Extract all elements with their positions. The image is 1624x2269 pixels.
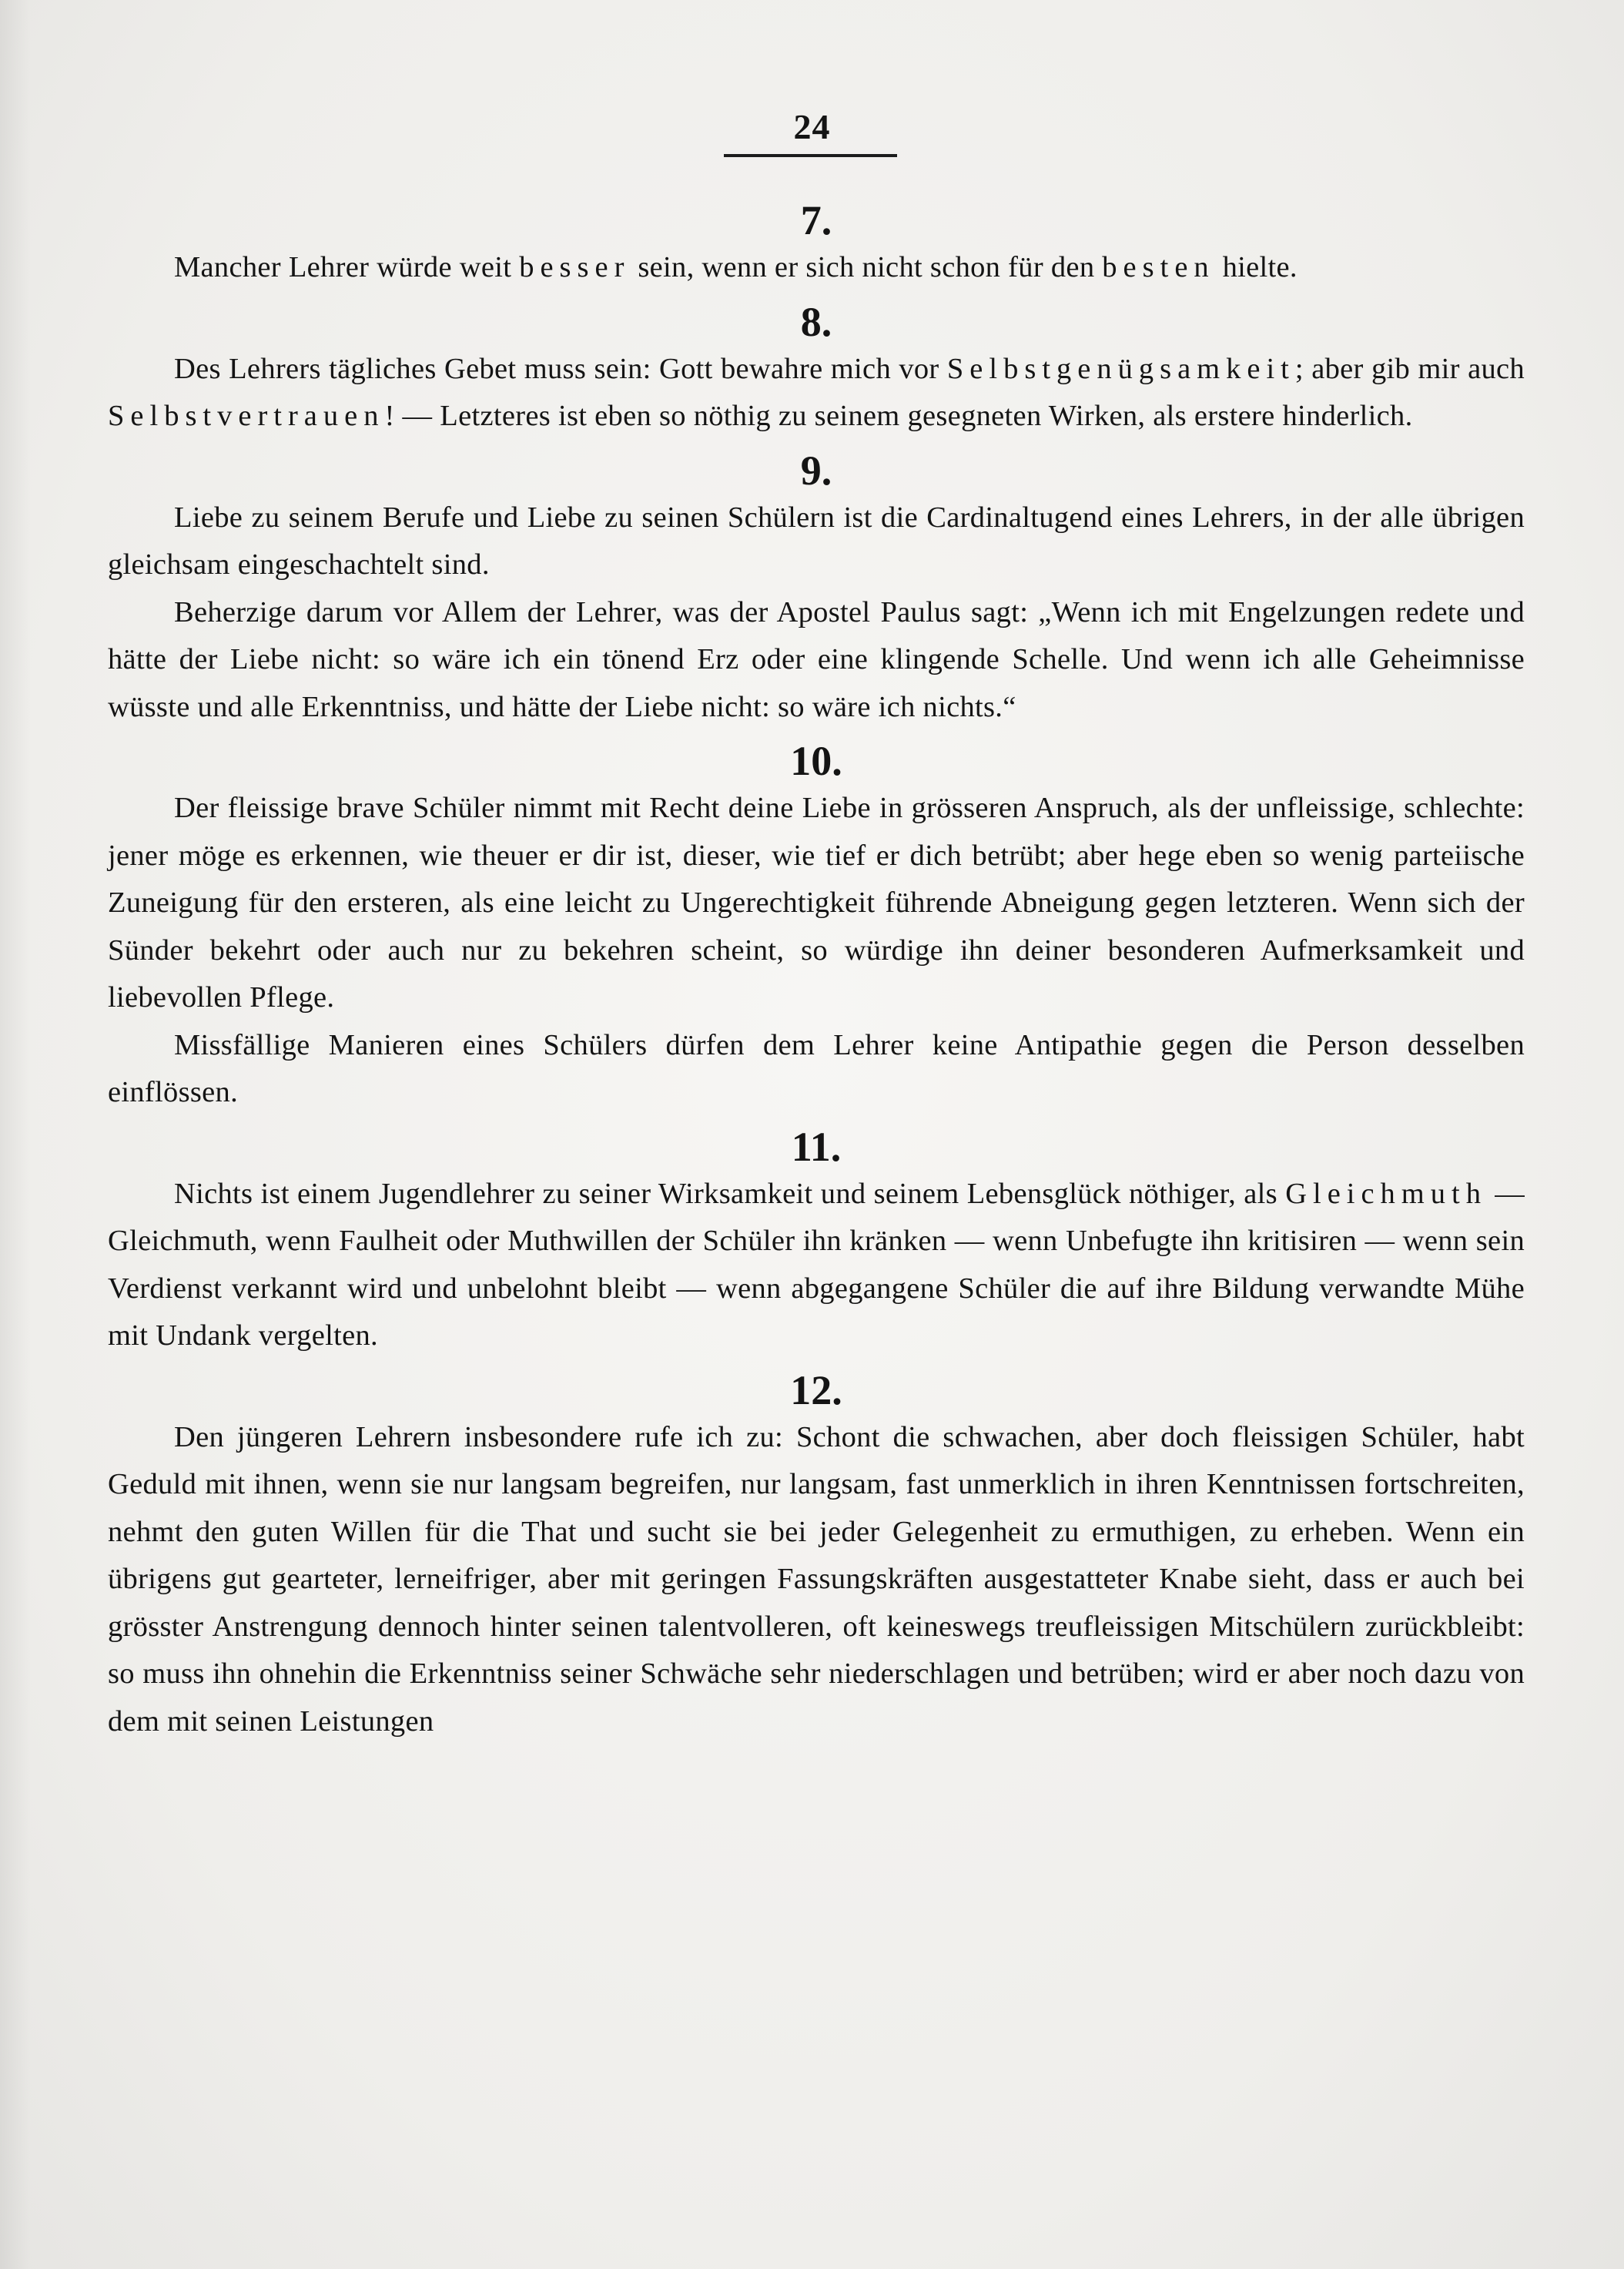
- page-number: 24: [793, 107, 831, 146]
- paragraph: Missfällige Manieren eines Schülers dürfen dem Lehrer keine Antipathie gegen die Person desselben einflössen.: [108, 1028, 1525, 1108]
- section-number: 12.: [790, 1366, 842, 1413]
- paragraph: Des Lehrers tägliches Gebet muss sein: Gott bewahre mich vor Selbstgenügsamkeit; aber gib mir auch Selbstvertrauen! — Letzteres ist eben so nöthig zu seinem gesegneten Wirken, als erstere hinderlich.: [108, 352, 1525, 432]
- section-number: 9.: [800, 447, 832, 494]
- section-number: 10.: [790, 738, 842, 784]
- section-number: 11.: [791, 1123, 842, 1170]
- spaced-emphasis: Gleichmuth: [1285, 1177, 1487, 1210]
- header-rule: [724, 154, 897, 157]
- spaced-emphasis: Selbstgenügsamkeit: [946, 352, 1295, 385]
- spaced-emphasis: besser: [519, 251, 631, 283]
- paragraph: Nichts ist einem Jugendlehrer zu seiner Wirksamkeit und seinem Lebensglück nöthiger, als Gleichmuth — Gleichmuth, wenn Faulheit oder Muthwillen der Schüler ihn kränken — wenn Unbefugte ihn kritisiren — wenn sein Verdienst verkannt wird und unbelohnt bleibt — wenn abgegangene Schüler die auf ihre Bildung verwandte Mühe mit Undank vergelten.: [108, 1177, 1525, 1352]
- paragraph: Mancher Lehrer würde weit besser sein, wenn er sich nicht schon für den besten hielte.: [174, 251, 1298, 283]
- section-number: 8.: [800, 298, 832, 345]
- paragraph: Liebe zu seinem Berufe und Liebe zu seinen Schülern ist die Cardinaltugend eines Lehrers, in der alle übrigen gleichsam eingeschachtelt sind.: [108, 501, 1525, 581]
- section-number: 7.: [800, 197, 832, 243]
- paragraph: Den jüngeren Lehrern insbesondere rufe ich zu: Schont die schwachen, aber doch fleissigen Schüler, habt Geduld mit ihnen, wenn sie nur langsam begreifen, nur langsam, fast unmerklich in ihren Kenntnissen fortschreiten, nehmt den guten Willen für die That und sucht sie bei jeder Gelegenheit zu ermuthigen, zu erheben. Wenn ein übrigens gut gearteter, lerneifriger, aber mit geringen Fassungskräften ausgestatteter Knabe sieht, dass er auch bei grösster Anstrengung dennoch hinter seinen talentvolleren, oft keineswegs treufleissigen Mitschülern zurückbleibt: so muss ihn ohnehin die Erkenntniss seiner Schwäche sehr niederschlagen und betrüben; wird er aber noch dazu von dem mit seinen Leistungen: [108, 1420, 1525, 1738]
- page-edge-shadow: [0, 0, 31, 2269]
- paragraph: Beherzige darum vor Allem der Lehrer, was der Apostel Paulus sagt: „Wenn ich mit Engelzungen redete und hätte der Liebe nicht: so wäre ich ein tönend Erz oder eine klingende Schelle. Und wenn ich alle Geheimnisse wüsste und alle Erkenntniss, und hätte der Liebe nicht: so wäre ich nichts.“: [108, 595, 1525, 723]
- paragraph: Der fleissige brave Schüler nimmt mit Recht deine Liebe in grösseren Anspruch, als der unfleissige, schlechte: jener möge es erkennen, wie theuer er dir ist, dieser, wie tief er dich betrübt; aber hege eben so wenig parteiische Zuneigung für den ersteren, als eine leicht zu Ungerechtigkeit führende Abneigung gegen letzteren. Wenn sich der Sünder bekehrt oder auch nur zu bekehren scheint, so würdige ihn deiner besonderen Aufmerksamkeit und liebevollen Pflege.: [108, 792, 1525, 1014]
- page-body: [108, 196, 1525, 1751]
- spaced-emphasis: besten: [1102, 251, 1215, 283]
- spaced-emphasis: Selbstvertrauen: [108, 400, 385, 432]
